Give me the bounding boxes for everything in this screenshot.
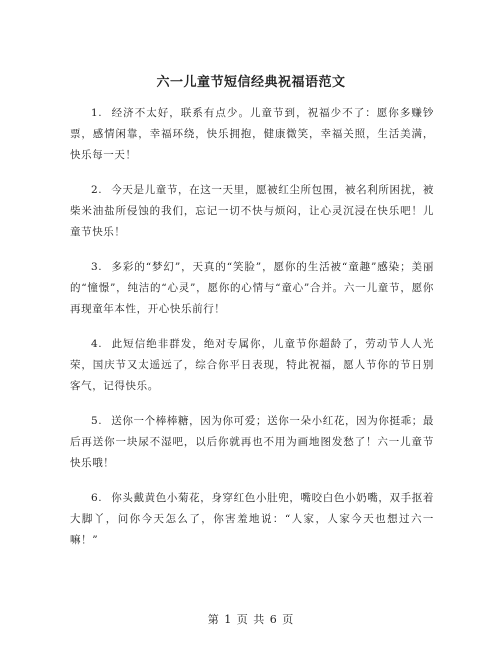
page-number-footer: 第 1 页 共 6 页 <box>207 613 295 626</box>
paragraph-text: 送你一个棒棒糖，因为你可爱；送你一朵小红花，因为你挺乖；最后再送你一块尿不湿吧，以后你就再也不用为画地图发愁了！六一儿童节快乐哦！ <box>70 415 434 469</box>
paragraph-number: 4. <box>91 338 103 350</box>
paragraph-number: 1. <box>91 107 103 119</box>
paragraph-6 <box>70 488 434 551</box>
paragraph-number: 6. <box>91 492 103 504</box>
paragraph-4 <box>70 334 434 397</box>
paragraph-number: 5. <box>91 415 103 427</box>
paragraph-number: 2. <box>91 184 103 196</box>
paragraph-1 <box>70 103 434 166</box>
paragraph-3 <box>70 257 434 320</box>
paragraph-text: 多彩的“梦幻”，天真的“笑脸”，愿你的生活被“童趣”感染；美丽的“憧憬”，纯洁的“心灵”，愿你的心情与“童心”合并。六一儿童节，愿你再现童年本性，开心快乐前行！ <box>70 261 434 315</box>
paragraph-2 <box>70 180 434 243</box>
paragraph-number: 3. <box>91 261 103 273</box>
paragraph-text: 今天是儿童节，在这一天里，愿被红尘所包围，被名利所困扰，被柴米油盐所侵蚀的我们，忘记一切不快与烦闷，让心灵沉浸在快乐吧！儿童节快乐！ <box>70 184 434 238</box>
paragraph-text: 你头戴黄色小菊花，身穿红色小肚兜，嘴咬白色小奶嘴，双手抠着大脚丫，问你今天怎么了，你害羞地说：“人家，人家今天也想过六一嘛！” <box>70 492 434 546</box>
paragraph-text: 此短信绝非群发，绝对专属你，儿童节你超龄了，劳动节人人光荣，国庆节又太遥远了，综合你平日表现，特此祝福，愿人节你的节日别客气，记得快乐。 <box>70 338 434 392</box>
paragraph-text: 经济不太好，联系有点少。儿童节到，祝福少不了：愿你多赚钞票，感情闲靠，幸福环绕，快乐拥抱，健康微笑，幸福关照，生活美满，快乐每一天！ <box>70 107 434 161</box>
document-title: 六一儿童节短信经典祝福语范文 <box>156 75 346 90</box>
paragraph-5 <box>70 411 434 474</box>
document-body <box>70 103 434 565</box>
